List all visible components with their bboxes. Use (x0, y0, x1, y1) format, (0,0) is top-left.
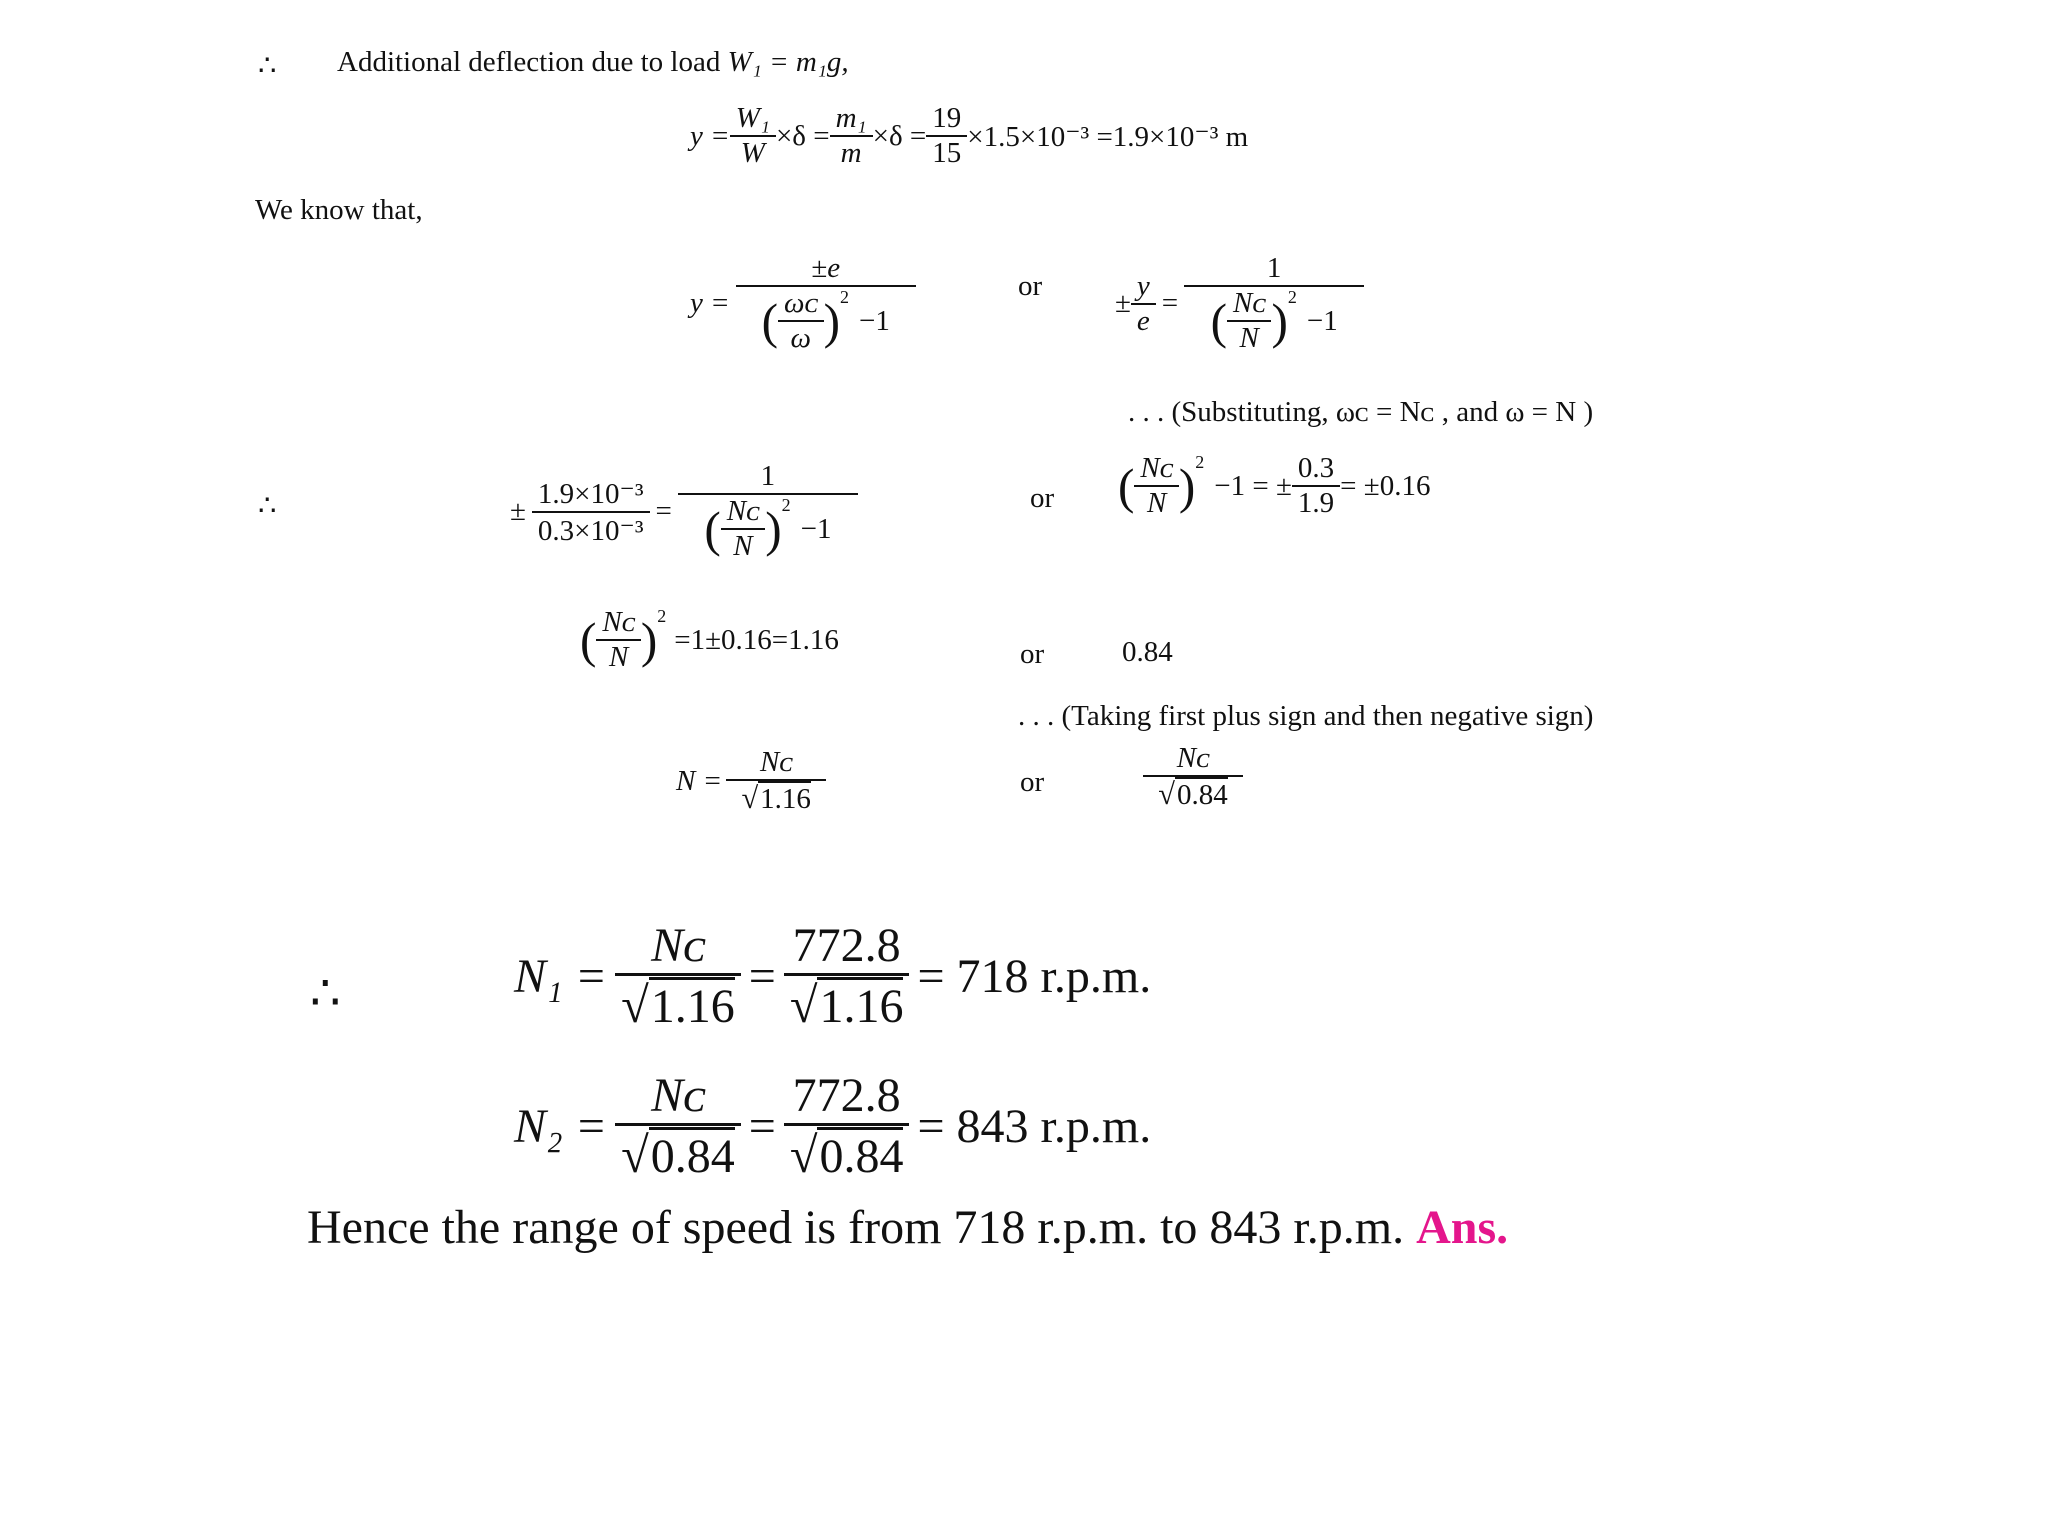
or-label-4: or (1020, 766, 1045, 798)
eq3-rhs-end: = ±0.16 (1340, 469, 1431, 502)
eq3-minus-one: −1 (800, 512, 832, 545)
eq3-rhs-fraction (1292, 452, 1340, 520)
eq2-rhs-minus-one: −1 (1306, 304, 1338, 337)
eq4-inner-fraction (596, 606, 640, 674)
eq5-den-2-value: 0.84 (1176, 779, 1228, 811)
equation-substitution: ± $\frac{\text{1.9×10⁻³}}{\text{0.3×10⁻³}}$ = 1 ( $\frac{\text{Nᴄ}}{N}$ ) $^2$ −1 (510, 460, 858, 563)
eq3-den: 0.3×10⁻³ (537, 514, 644, 547)
eq7-result: = 843 r.p.m. (917, 1099, 1152, 1153)
eq2-minus-one: −1 (858, 304, 890, 337)
eq1-num-19: 19 (932, 102, 962, 134)
therefore-symbol-2: ∴ (258, 490, 277, 522)
eq6-fraction-1 (615, 918, 741, 1034)
or-label-3: or (1020, 638, 1045, 670)
eq1-fraction-w (730, 102, 776, 170)
eq2-fraction (736, 252, 916, 355)
therefore-symbol-1: ∴ (258, 50, 277, 82)
eq2-lhs: y = (690, 287, 730, 319)
eq2-rhs-inner-fraction (1227, 287, 1271, 355)
eq4-rhs: =1±0.16=1.16 (674, 623, 839, 656)
equation-n2: N₂ = $\frac{\text{Nᴄ}}{√0.84}$ = $\frac{772.8}{√0.84}$ = 843 r.p.m. (514, 1069, 1152, 1183)
eq2-inner-den: ω (790, 322, 812, 354)
eq2-rhs-y: y (1136, 269, 1150, 302)
eq5-den-1-value: 1.16 (760, 783, 811, 815)
eq2-rhs-num: 1 (1266, 252, 1282, 284)
eq7-den-2-value: 0.84 (817, 1127, 903, 1183)
eq6-result: = 718 r.p.m. (917, 949, 1152, 1003)
eq2-rhs-fraction (1184, 252, 1364, 355)
eq1-result: ×1.5×10⁻³ =1.9×10⁻³ m (967, 120, 1249, 153)
intro-equation: W₁ = m₁g, (727, 46, 849, 78)
eq3-rhs-den: 1.9 (1297, 487, 1335, 519)
equation-ratio-formula: ± $\frac{y}{e}$ = 1 ( $\frac{\text{Nᴄ}}{N}$ ) $^2$ −1 (1115, 252, 1364, 355)
eq3-rhs-inner-den: N (1146, 487, 1167, 519)
eq7-fraction-2 (784, 1068, 910, 1184)
eq3-rhs-num: 0.3 (1297, 452, 1335, 484)
eq5-den-2: √0.84 (1158, 777, 1228, 811)
eq7-lhs: N₂ = (514, 1099, 608, 1153)
eq5-lhs: N = (676, 764, 723, 797)
eq6-num-1: Nᴄ (651, 919, 705, 972)
eq2-rhs-inner-den: N (1239, 322, 1259, 354)
eq5-fraction-1 (726, 746, 826, 816)
eq1-num-m1: m₁ (835, 102, 867, 134)
substituting-note: . . . (Substituting, ωᴄ = Nᴄ , and ω = N ) (1128, 396, 1594, 428)
or-label-2: or (1030, 482, 1055, 514)
eq1-num-w1: W₁ (735, 102, 770, 134)
eq1-den-15: 15 (932, 137, 962, 169)
eq3-num: 1.9×10⁻³ (537, 477, 644, 510)
eq2-inner-num: ωᴄ (783, 287, 818, 319)
eq2-den: ( $\frac{\text{ωᴄ}}{\omega}$ ) $^2$ −1 (761, 287, 890, 354)
eq7-num-2: 772.8 (792, 1069, 901, 1122)
eq6-num-2: 772.8 (792, 919, 901, 972)
intro-line (337, 46, 849, 79)
conclusion-line (307, 1200, 1508, 1255)
eq3-rhs-inner-fraction (1134, 452, 1178, 520)
equation-deflection-formula (690, 252, 916, 355)
eq3-inner-fraction (721, 495, 765, 563)
equation-ratio-result: ( $\frac{\text{Nᴄ}}{N}$ ) $^2$ −1 = ± $\frac{0.3}{1.9}$ = ±0.16 (1118, 452, 1431, 519)
eq3-right-den: ( $\frac{\text{Nᴄ}}{N}$ ) $^2$ −1 (704, 495, 832, 562)
eq2-rhs-e: e (1136, 304, 1150, 337)
eq7-den-1-value: 0.84 (649, 1127, 735, 1183)
eq5-den-1: √1.16 (741, 781, 811, 815)
eq3-pm: ± (510, 495, 526, 527)
eq3-right-fraction (678, 460, 858, 563)
eq3-rhs-inner-num: Nᴄ (1140, 452, 1173, 484)
eq3-left-fraction (532, 476, 650, 548)
ans-label: Ans. (1416, 1201, 1509, 1254)
or-label-1: or (1018, 270, 1043, 302)
eq1-lhs: y = (690, 119, 730, 152)
eq3-eq-num: 1 (760, 460, 776, 492)
eq1-den-m: m (840, 137, 862, 169)
eq2-rhs-ratio (1131, 270, 1156, 338)
eq7-den-1: √0.84 (621, 1127, 735, 1183)
intro-text: Additional deflection due to load (337, 46, 721, 78)
eq3-inner-num: Nᴄ (726, 495, 760, 527)
eq2-inner-fraction (778, 287, 824, 355)
eq1-times-delta: ×δ = (775, 119, 830, 152)
equation-speed-general (676, 746, 826, 816)
eq1-fraction-19-15 (926, 102, 967, 170)
eq3-inner-den: N (733, 530, 753, 562)
eq4-inner-den: N (608, 641, 629, 673)
conclusion-text: Hence the range of speed is from 718 r.p.m. to 843 r.p.m. (307, 1201, 1405, 1254)
eq4-alt-value: 0.84 (1122, 636, 1173, 668)
eq5-num-2: Nᴄ (1176, 742, 1210, 774)
eq2-num: ±e (811, 252, 841, 284)
eq1-times-delta-2: ×δ = (872, 119, 927, 152)
we-know-that: We know that, (255, 194, 423, 226)
eq6-den-2-value: 1.16 (817, 977, 903, 1033)
eq2-rhs-den: ( $\frac{\text{Nᴄ}}{N}$ ) $^2$ −1 (1210, 287, 1338, 354)
eq3-rhs-mid: −1 = ± (1214, 469, 1292, 502)
equation-additional-deflection (690, 102, 1248, 170)
eq6-den-1: √1.16 (621, 977, 735, 1033)
eq2-rhs-pm: ± (1115, 287, 1131, 319)
equation-n1: N₁ = $\frac{\text{Nᴄ}}{√1.16}$ = $\frac{772.8}{√1.16}$ = 718 r.p.m. (514, 919, 1152, 1033)
eq1-fraction-m (830, 102, 873, 170)
eq6-fraction-2 (784, 918, 910, 1034)
eq2-rhs-inner-num: Nᴄ (1233, 287, 1266, 319)
eq6-lhs: N₁ = (514, 949, 608, 1003)
eq5-num-1: Nᴄ (759, 746, 793, 778)
equation-speed-alt (1143, 742, 1243, 812)
eq1-den-w: W (740, 137, 765, 169)
eq7-num-1: Nᴄ (651, 1069, 705, 1122)
sign-note: . . . (Taking first plus sign and then negative sign) (1018, 700, 1594, 732)
eq6-den-1-value: 1.16 (649, 977, 735, 1033)
eq6-den-2: √1.16 (789, 977, 904, 1033)
eq4-inner-num: Nᴄ (602, 606, 635, 638)
eq7-fraction-1 (615, 1068, 741, 1184)
therefore-symbol-3: ∴ (310, 967, 341, 1020)
eq5-fraction-2 (1143, 742, 1243, 812)
eq7-den-2: √0.84 (789, 1127, 904, 1183)
equation-square-ratio: ( $\frac{\text{Nᴄ}}{N}$ ) $^2$ =1±0.16=1.16 (580, 606, 839, 673)
